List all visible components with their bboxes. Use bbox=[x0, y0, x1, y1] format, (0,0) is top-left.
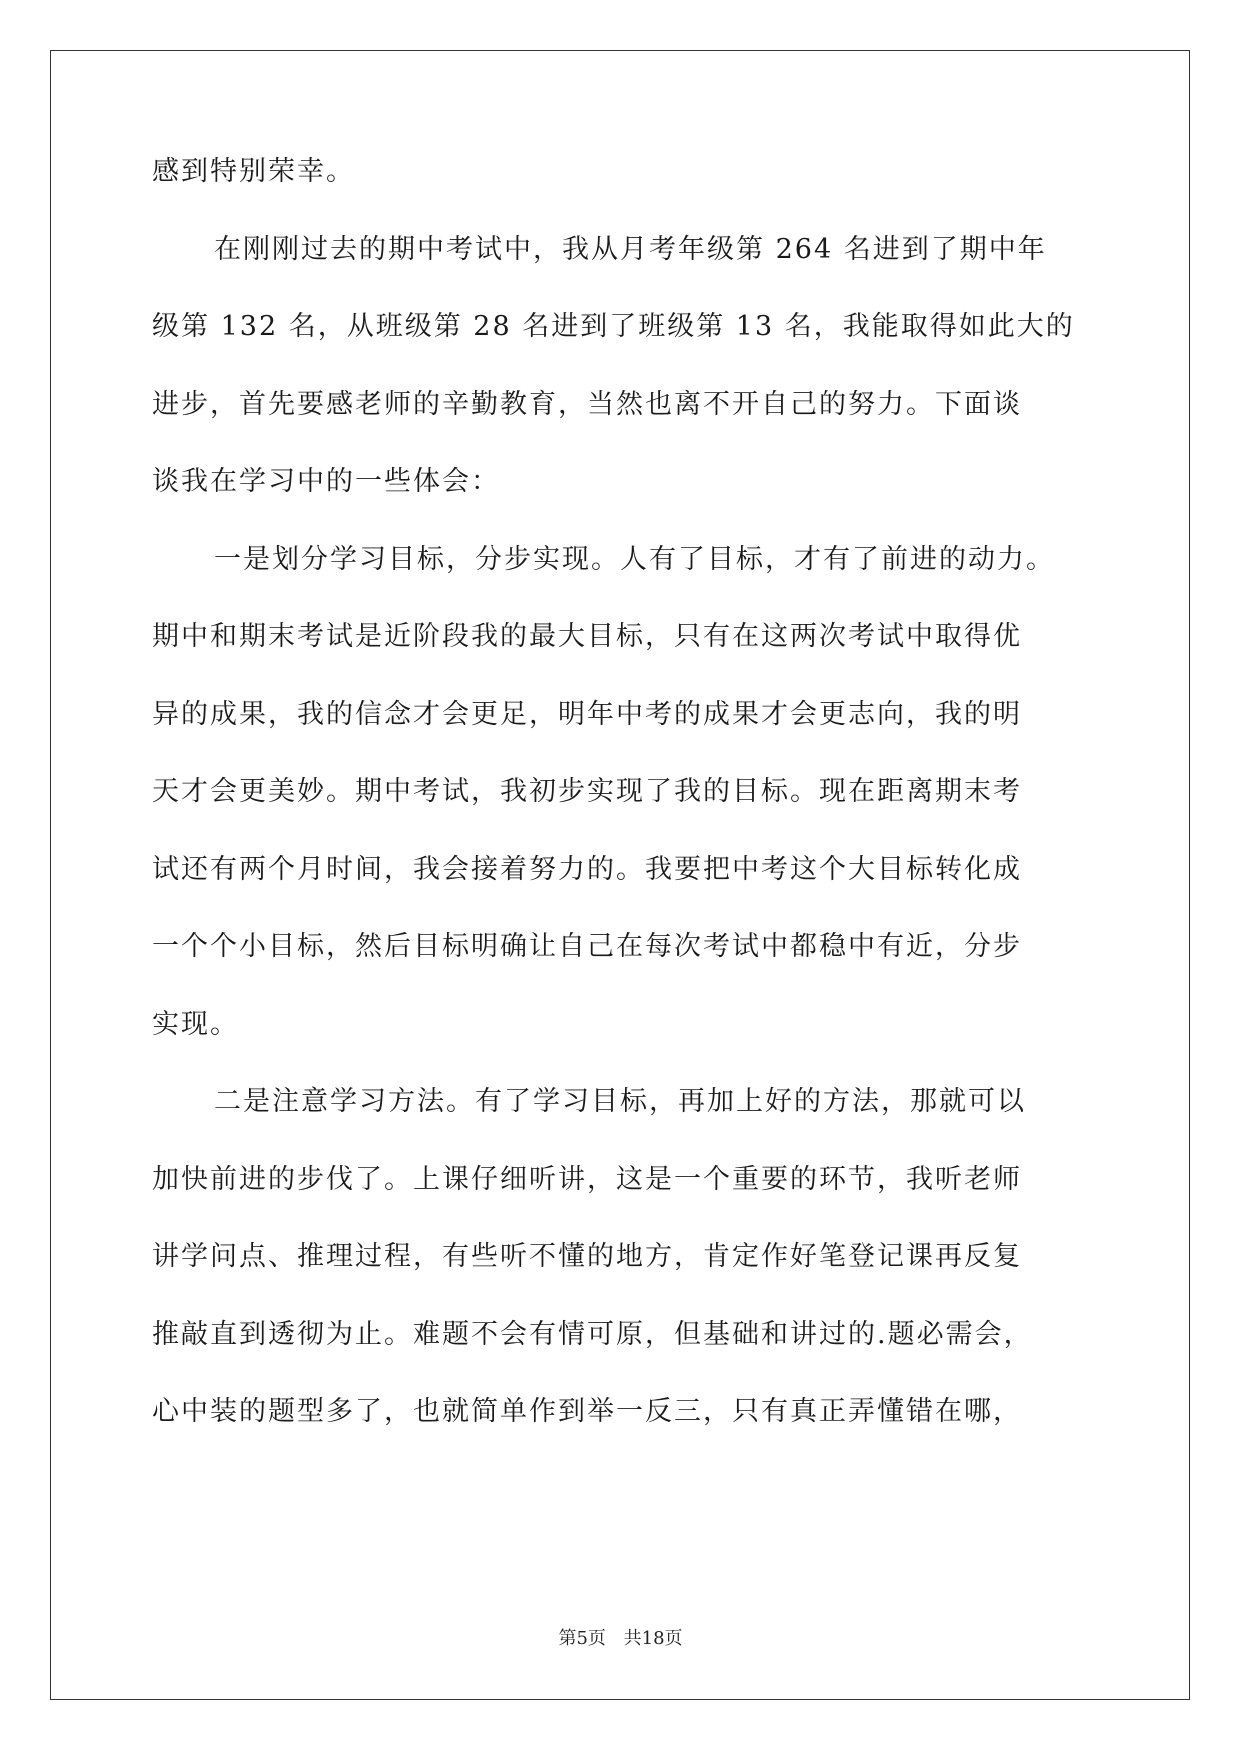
text-line: 异的成果，我的信念才会更足，明年中考的成果才会更志向，我的明 bbox=[152, 699, 1022, 730]
page-footer bbox=[0, 1624, 1241, 1650]
text-line: 一个个小目标，然后目标明确让自己在每次考试中都稳中有近，分步 bbox=[152, 931, 1022, 962]
text-line: 谈我在学习中的一些体会： bbox=[152, 466, 500, 497]
text-line: 天才会更美妙。期中考试，我初步实现了我的目标。现在距离期末考 bbox=[152, 776, 1022, 807]
text-line: 心中装的题型多了，也就简单作到举一反三，只有真正弄懂错在哪， bbox=[152, 1396, 1022, 1427]
text-line: 实现。 bbox=[152, 1009, 239, 1040]
paragraph-first-line: 在刚刚过去的期中考试中，我从月考年级第 264 名进到了期中年 bbox=[214, 234, 1047, 265]
text-line: 加快前进的步伐了。上课仔细听讲，这是一个重要的环节，我听老师 bbox=[152, 1164, 1022, 1195]
text-line: 试还有两个月时间，我会接着努力的。我要把中考这个大目标转化成 bbox=[152, 854, 1022, 885]
text-line: 讲学问点、推理过程，有些听不懂的地方，肯定作好笔登记课再反复 bbox=[152, 1241, 1022, 1272]
text-line: 进步，首先要感老师的辛勤教育，当然也离不开自己的努力。下面谈 bbox=[152, 389, 1022, 420]
text-line: 感到特别荣幸。 bbox=[152, 156, 355, 187]
text-line: 推敲直到透彻为止。难题不会有情可原，但基础和讲过的.题必需会， bbox=[152, 1319, 1033, 1350]
paragraph-first-line: 一是划分学习目标，分步实现。人有了目标，才有了前进的动力。 bbox=[214, 544, 1055, 575]
text-line: 期中和期末考试是近阶段我的最大目标，只有在这两次考试中取得优 bbox=[152, 621, 1022, 652]
text-line: 级第 132 名，从班级第 28 名进到了班级第 13 名，我能取得如此大的 bbox=[152, 311, 1075, 342]
paragraph-first-line: 二是注意学习方法。有了学习目标，再加上好的方法，那就可以 bbox=[214, 1086, 1026, 1117]
page-total: 共18页 bbox=[623, 1628, 683, 1649]
page-number: 第5页 bbox=[558, 1628, 606, 1649]
